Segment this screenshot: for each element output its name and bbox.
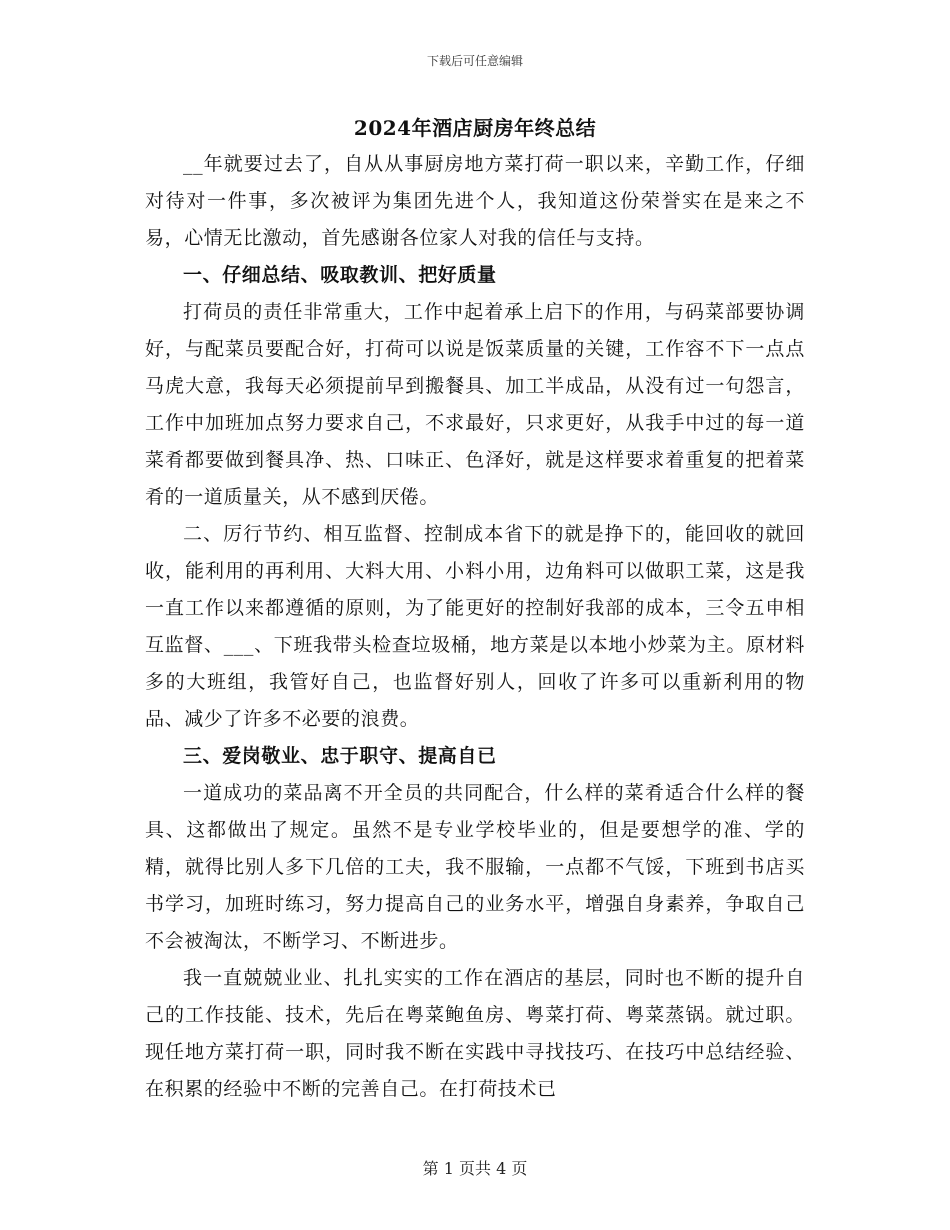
section-1-paragraph: 打荷员的责任非常重大，工作中起着承上启下的作用，与码菜部要协调好，与配菜员要配合好，打荷可以说是饭菜质量的关键，工作容不下一点点马虎大意，我每天必须提前早到搬餐具、加工半成品，从没有过一句怨言，工作中加班加点努力要求自己，不求最好，只求更好，从我手中过的每一道菜肴都要做到餐具净、热、口味正、色泽好，就是这样要求着重复的把着菜肴的一道质量关，从不感到厌倦。 xyxy=(145,301,805,508)
document-title: 2024年酒店厨房年终总结 xyxy=(353,116,597,140)
section-3-paragraph-1: 一道成功的菜品离不开全员的共同配合，什么样的菜肴适合什么样的餐具、这都做出了规定。虽然不是专业学校毕业的，但是要想学的准、学的精，就得比别人多下几倍的工夫，我不服输，一点都不气馁，下班到书店买书学习，加班时练习，努力提高自己的业务水平，增强自身素养，争取自己不会被淘汰，不断学习、不断进步。 xyxy=(145,782,805,952)
page-number-footer: 第 1 页共 4 页 xyxy=(422,1159,528,1178)
intro-paragraph: __年就要过去了，自从从事厨房地方菜打荷一职以来，辛勤工作，仔细对待对一件事，多次被评为集团先进个人，我知道这份荣誉实在是来之不易，心情无比激动，首先感谢各位家人对我的信任与支持。 xyxy=(145,153,805,249)
section-3-paragraph-2: 我一直兢兢业业、扎扎实实的工作在酒店的基层，同时也不断的提升自己的工作技能、技术，先后在粤菜鲍鱼房、粤菜打荷、粤菜蒸锅。就过职。现任地方菜打荷一职，同时我不断在实践中寻找技巧、在技巧中总结经验、在积累的经验中不断的完善自己。在打荷技术已 xyxy=(145,967,805,1100)
section-heading-3: 三、爱岗敬业、忠于职守、提高自已 xyxy=(183,745,497,767)
section-2-paragraph: 二、厉行节约、相互监督、控制成本省下的就是挣下的，能回收的就回收，能利用的再利用、大料大用、小料小用，边角料可以做职工菜，这是我一直工作以来都遵循的原则，为了能更好的控制好我部的成本，三令五申相互监督、___、下班我带头检查垃圾桶，地方菜是以本地小炒菜为主。原材料多的大班组，我管好自己，也监督好别人，回收了许多可以重新利用的物品、减少了许多不必要的浪费。 xyxy=(145,523,805,730)
section-heading-1: 一、仔细总结、吸取教训、把好质量 xyxy=(183,264,497,286)
document-body xyxy=(145,146,805,1108)
page-header-note: 下载后可任意编辑 xyxy=(426,54,523,68)
